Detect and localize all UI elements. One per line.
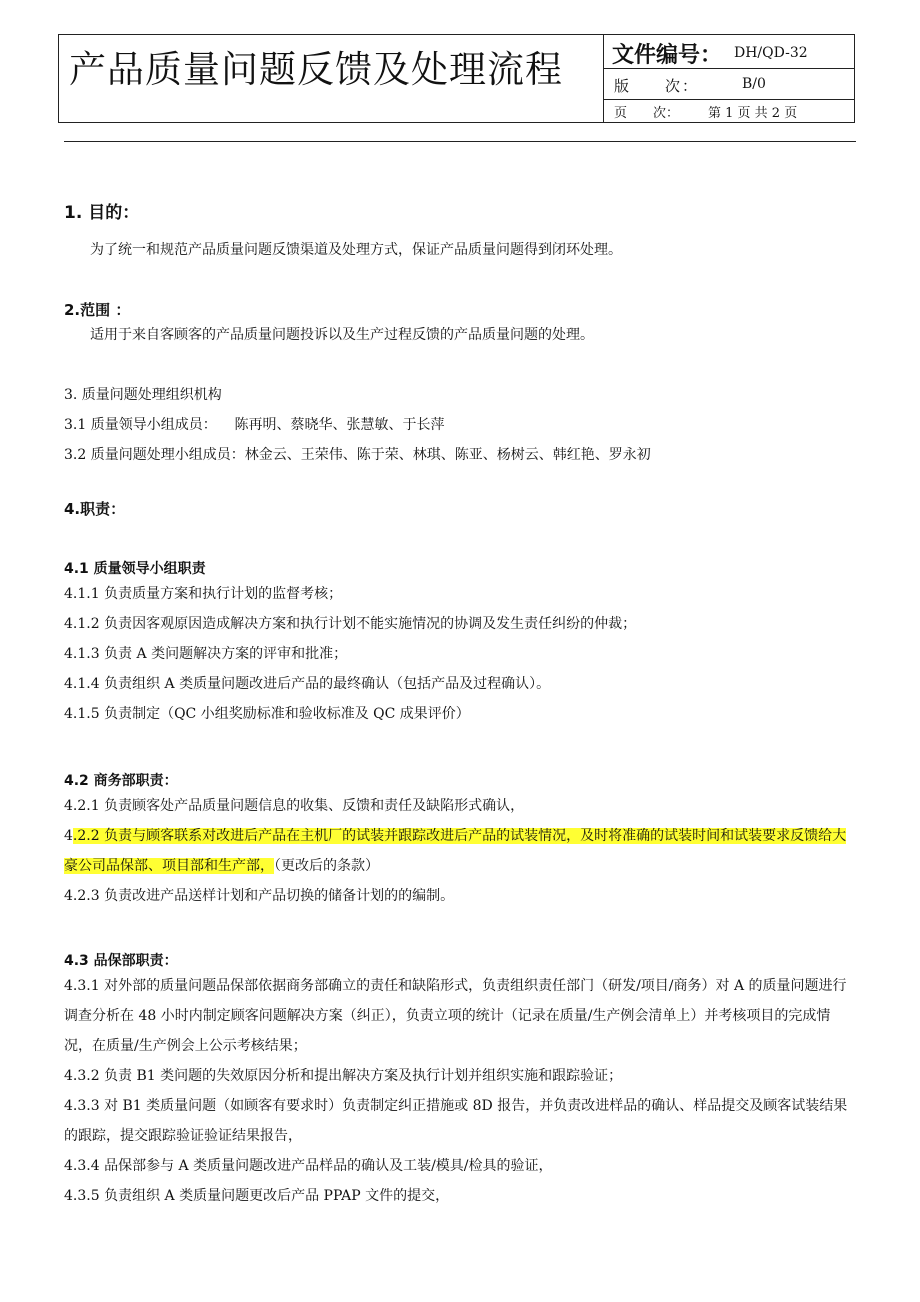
section-4-title: 4.职责： xyxy=(64,500,126,518)
section-4-3-5: 4.3.5 负责组织 A 类质量问题更改后产品 PPAP 文件的提交， xyxy=(64,1188,450,1204)
section-4-2-2-highlighted-text: .2.2 负责与顾客联系对改进后产品在主机厂的试装并跟踪改进后产品的试装情况，及时将准确的试装时间和试装要求反馈给大豪公司品保部、项目部和生产部， xyxy=(64,828,847,874)
section-4-1-5: 4.1.5 负责制定（QC 小组奖励标准和验收标准及 QC 成果评价） xyxy=(64,706,470,722)
section-4-3-1: 4.3.1 对外部的质量问题品保部依据商务部确立的责任和缺陷形式，负责组织责任部门（研发/项目/商务）对 A 的质量问题进行调查分析在 48 小时内制定顾客问题解决方案（纠正），负责立项的统计（记录在质量/生产例会清单上）并考核项目的完成情况，在质量/生产例会上公示考核结果； xyxy=(64,978,847,1054)
section-4-2-1: 4.2.1 负责顾客处产品质量问题信息的收集、反馈和责任及缺陷形式确认， xyxy=(64,798,525,814)
section-4-1-2: 4.1.2 负责因客观原因造成解决方案和执行计划不能实施情况的协调及发生责任纠纷的仲裁； xyxy=(64,616,637,632)
section-4-2-title: 4.2 商务部职责： xyxy=(64,773,178,789)
page-value: 第 1 页 共 2 页 xyxy=(708,106,798,121)
section-2-text: 适用于来自客顾客的产品质量问题投诉以及生产过程反馈的产品质量问题的处理。 xyxy=(90,327,594,343)
section-2-title: 2.范围 ： xyxy=(64,301,131,319)
header-divider xyxy=(64,141,856,142)
document-header-table xyxy=(58,34,855,123)
section-4-3-2: 4.3.2 负责 B1 类问题的失效原因分析和提出解决方案及执行计划并组织实施和跟踪验证； xyxy=(64,1068,623,1084)
document-body xyxy=(64,198,856,1211)
section-4-1-4: 4.1.4 负责组织 A 类质量问题改进后产品的最终确认（包括产品及过程确认）。 xyxy=(64,676,551,692)
section-3-title: 3. 质量问题处理组织机构 xyxy=(64,387,222,403)
section-4-3-3: 4.3.3 对 B1 类质量问题（如顾客有要求时）负责制定纠正措施或 8D 报告，并负责改进样品的确认、样品提交及顾客试装结果的跟踪，提交跟踪验证验证结果报告， xyxy=(64,1098,848,1144)
page-label: 页 次： xyxy=(614,106,680,121)
doc-number-row xyxy=(604,35,854,69)
section-1-title: 1. 目的： xyxy=(64,203,140,223)
version-value: B/0 xyxy=(742,76,766,92)
section-4-2-2 xyxy=(64,821,856,881)
title-cell xyxy=(59,35,604,122)
section-4-2-2-prefix: 4 xyxy=(64,828,73,844)
section-4-3-title: 4.3 品保部职责： xyxy=(64,953,178,969)
section-3-1: 3.1 质量领导小组成员： 陈再明、蔡晓华、张慧敏、于长萍 xyxy=(64,417,445,433)
section-4-3-4: 4.3.4 品保部参与 A 类质量问题改进产品样品的确认及工装/模具/检具的验证， xyxy=(64,1158,553,1174)
section-4-1-title: 4.1 质量领导小组职责 xyxy=(64,561,206,577)
version-label: 版 次： xyxy=(614,77,700,95)
section-3-2: 3.2 质量问题处理小组成员：林金云、王荣伟、陈于荣、林琪、陈亚、杨树云、韩红艳、罗永初 xyxy=(64,447,651,463)
section-4-2-2-note: （更改后的条款） xyxy=(274,858,379,874)
document-title: 产品质量问题反馈及处理流程 xyxy=(69,48,563,91)
section-4-1-1: 4.1.1 负责质量方案和执行计划的监督考核； xyxy=(64,586,343,602)
doc-number-label: 文件编号： xyxy=(612,43,723,68)
version-row xyxy=(604,69,854,100)
section-1-text: 为了统一和规范产品质量问题反馈渠道及处理方式，保证产品质量问题得到闭环处理。 xyxy=(90,242,622,258)
section-4-1-3: 4.1.3 负责 A 类问题解决方案的评审和批准； xyxy=(64,646,348,662)
doc-number-value: DH/QD-32 xyxy=(734,45,808,61)
page-row xyxy=(604,100,854,122)
section-4-2-3: 4.2.3 负责改进产品送样计划和产品切换的储备计划的的编制。 xyxy=(64,888,455,904)
